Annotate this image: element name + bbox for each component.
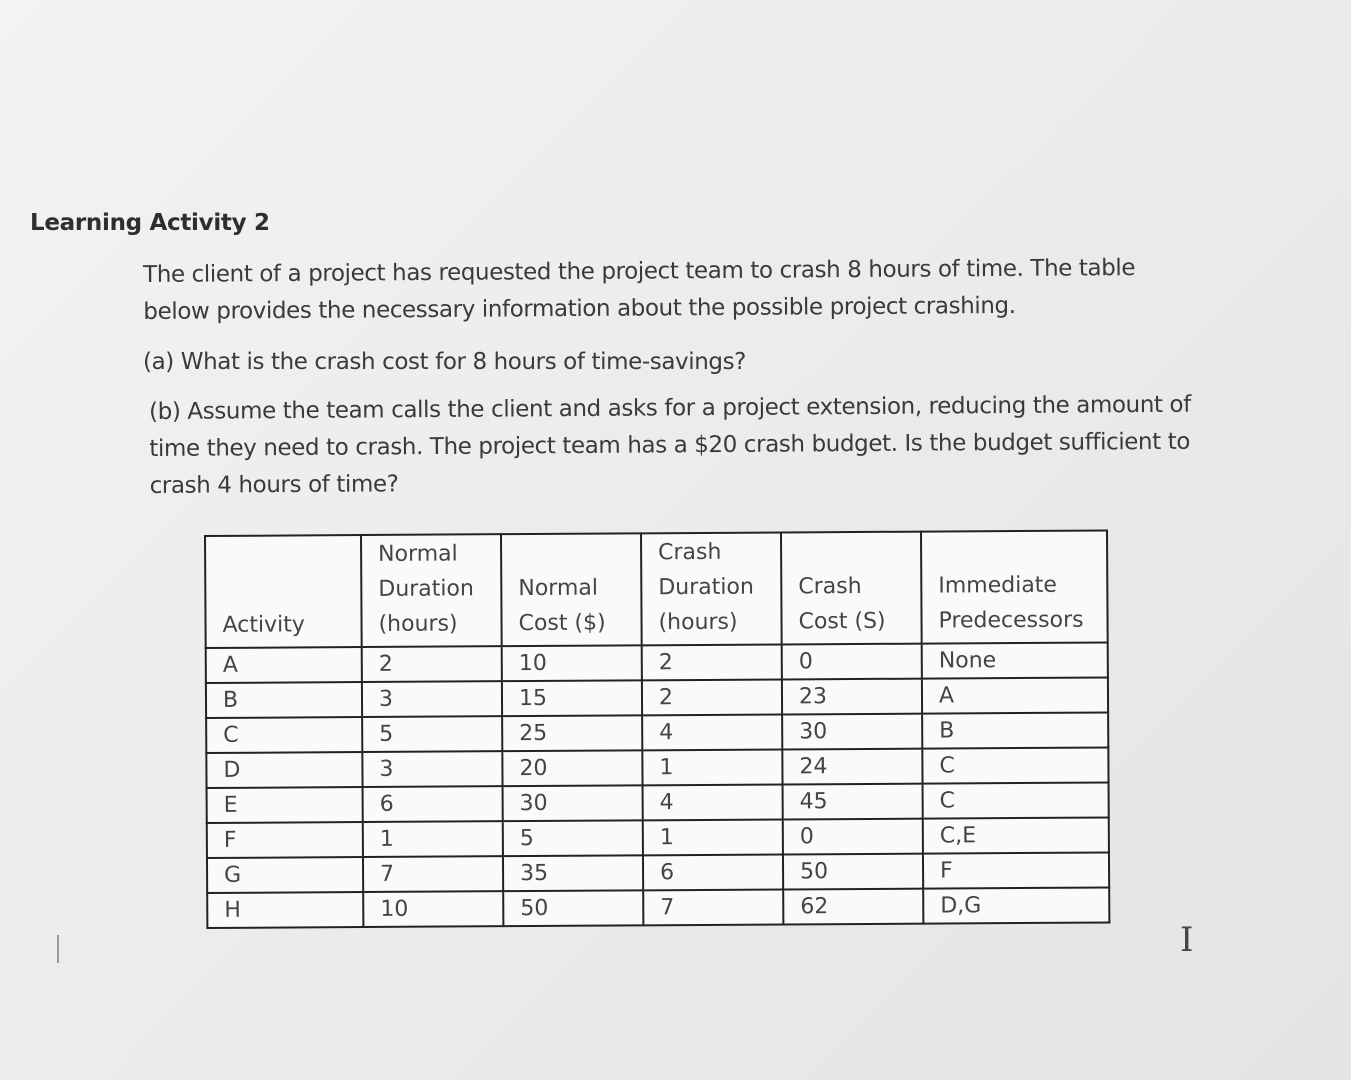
cell-crash-duration: 1 (642, 749, 782, 785)
cell-activity: C (206, 717, 362, 753)
cell-crash-duration: 4 (642, 714, 782, 750)
cell-crash-cost: 50 (783, 854, 923, 890)
question-a (143, 344, 1233, 381)
header-normal-cost-line-1: Normal (518, 575, 599, 602)
header-crash-cost-line-1: Crash (798, 573, 862, 600)
cell-activity: E (207, 787, 363, 823)
header-normal-duration-line-3: (hours) (378, 611, 458, 637)
header-crash-duration (641, 532, 782, 645)
cell-normal-duration: 3 (362, 751, 502, 787)
header-activity-line: Activity (222, 612, 305, 638)
cell-normal-duration: 5 (362, 716, 502, 752)
cell-activity: G (207, 857, 363, 893)
header-crash-cost (781, 532, 922, 645)
cell-crash-cost: 45 (783, 784, 923, 820)
cell-normal-duration: 10 (363, 891, 503, 927)
cell-normal-duration: 2 (362, 646, 502, 682)
cell-normal-cost: 15 (502, 680, 642, 716)
header-crash-duration-line-3: (hours) (658, 609, 738, 636)
question-b-line-3: crash 4 hours of time? (149, 471, 399, 499)
question-a-text: (a) What is the crash cost for 8 hours of time-savings? (143, 349, 746, 375)
cell-crash-duration: 2 (642, 679, 782, 715)
cell-crash-cost: 0 (783, 819, 923, 855)
cell-crash-duration: 1 (643, 819, 783, 855)
header-normal-duration-line-2: Duration (378, 576, 474, 602)
table-row (207, 782, 1109, 823)
cell-predecessors: D,G (923, 887, 1109, 923)
cell-activity: B (206, 682, 362, 718)
cell-crash-duration: 2 (642, 644, 782, 680)
header-normal-duration (361, 534, 502, 647)
cell-activity: A (206, 647, 362, 683)
table-row (206, 677, 1108, 718)
header-predecessors-line-1: Immediate (938, 572, 1058, 599)
cell-normal-duration: 6 (363, 786, 503, 822)
table-row (206, 747, 1108, 788)
table-row (207, 817, 1109, 858)
header-predecessors (921, 530, 1108, 643)
header-crash-duration-line-1: Crash (658, 539, 722, 566)
cell-normal-cost: 30 (503, 785, 643, 821)
question-b-line-1: (b) Assume the team calls the client and asks for a project extension, reducing the amount of (149, 391, 1191, 425)
cell-normal-cost: 25 (502, 715, 642, 751)
table-header-row (205, 530, 1108, 648)
header-crash-cost-line-2: Cost (S) (798, 608, 886, 635)
intro-line-1: The client of a project has requested the project team to crash 8 hours of time. The table (143, 255, 1136, 288)
cell-predecessors: A (922, 677, 1108, 713)
intro-paragraph (143, 249, 1233, 331)
cell-crash-cost: 24 (782, 749, 922, 785)
table-row (207, 887, 1109, 928)
cell-normal-cost: 35 (503, 855, 643, 891)
cell-normal-cost: 20 (502, 750, 642, 786)
crashing-table-wrapper (204, 529, 1110, 929)
cell-normal-cost: 5 (503, 820, 643, 856)
cell-activity: H (207, 892, 363, 928)
cell-normal-cost: 50 (503, 890, 643, 926)
header-normal-duration-line-1: Normal (378, 541, 458, 567)
header-crash-duration-line-2: Duration (658, 574, 754, 601)
cell-crash-duration: 4 (643, 784, 783, 820)
question-b (149, 386, 1230, 505)
cell-crash-cost: 62 (783, 889, 923, 925)
cell-predecessors: C (923, 782, 1109, 818)
cell-predecessors: C,E (923, 817, 1109, 853)
cell-activity: D (206, 752, 362, 788)
question-b-line-2: time they need to crash. The project team has a $20 crash budget. Is the budget sufficient to (149, 428, 1191, 462)
intro-line-2: below provides the necessary information about the possible project crashing. (143, 292, 1016, 325)
cell-crash-duration: 6 (643, 854, 783, 890)
header-predecessors-line-2: Predecessors (938, 607, 1084, 634)
cell-crash-cost: 0 (782, 644, 922, 680)
header-activity (205, 535, 362, 648)
table-row (207, 852, 1109, 893)
cell-crash-cost: 30 (782, 714, 922, 750)
cell-normal-duration: 1 (363, 821, 503, 857)
header-normal-cost (501, 533, 642, 646)
table-row (206, 642, 1108, 683)
cell-activity: F (207, 822, 363, 858)
cell-predecessors: None (922, 642, 1108, 678)
text-cursor-icon: I (1180, 920, 1194, 960)
header-normal-cost-line-2: Cost ($) (518, 610, 606, 637)
table-row (206, 712, 1108, 753)
cell-crash-duration: 7 (643, 889, 783, 925)
cell-normal-duration: 7 (363, 856, 503, 892)
cell-predecessors: C (922, 747, 1108, 783)
cell-predecessors: B (922, 712, 1108, 748)
left-edge-mark (57, 935, 59, 963)
cell-normal-cost: 10 (502, 645, 642, 681)
cell-normal-duration: 3 (362, 681, 502, 717)
activity-heading: Learning Activity 2 (30, 210, 270, 236)
cell-crash-cost: 23 (782, 679, 922, 715)
cell-predecessors: F (923, 852, 1109, 888)
crashing-table (204, 529, 1110, 929)
